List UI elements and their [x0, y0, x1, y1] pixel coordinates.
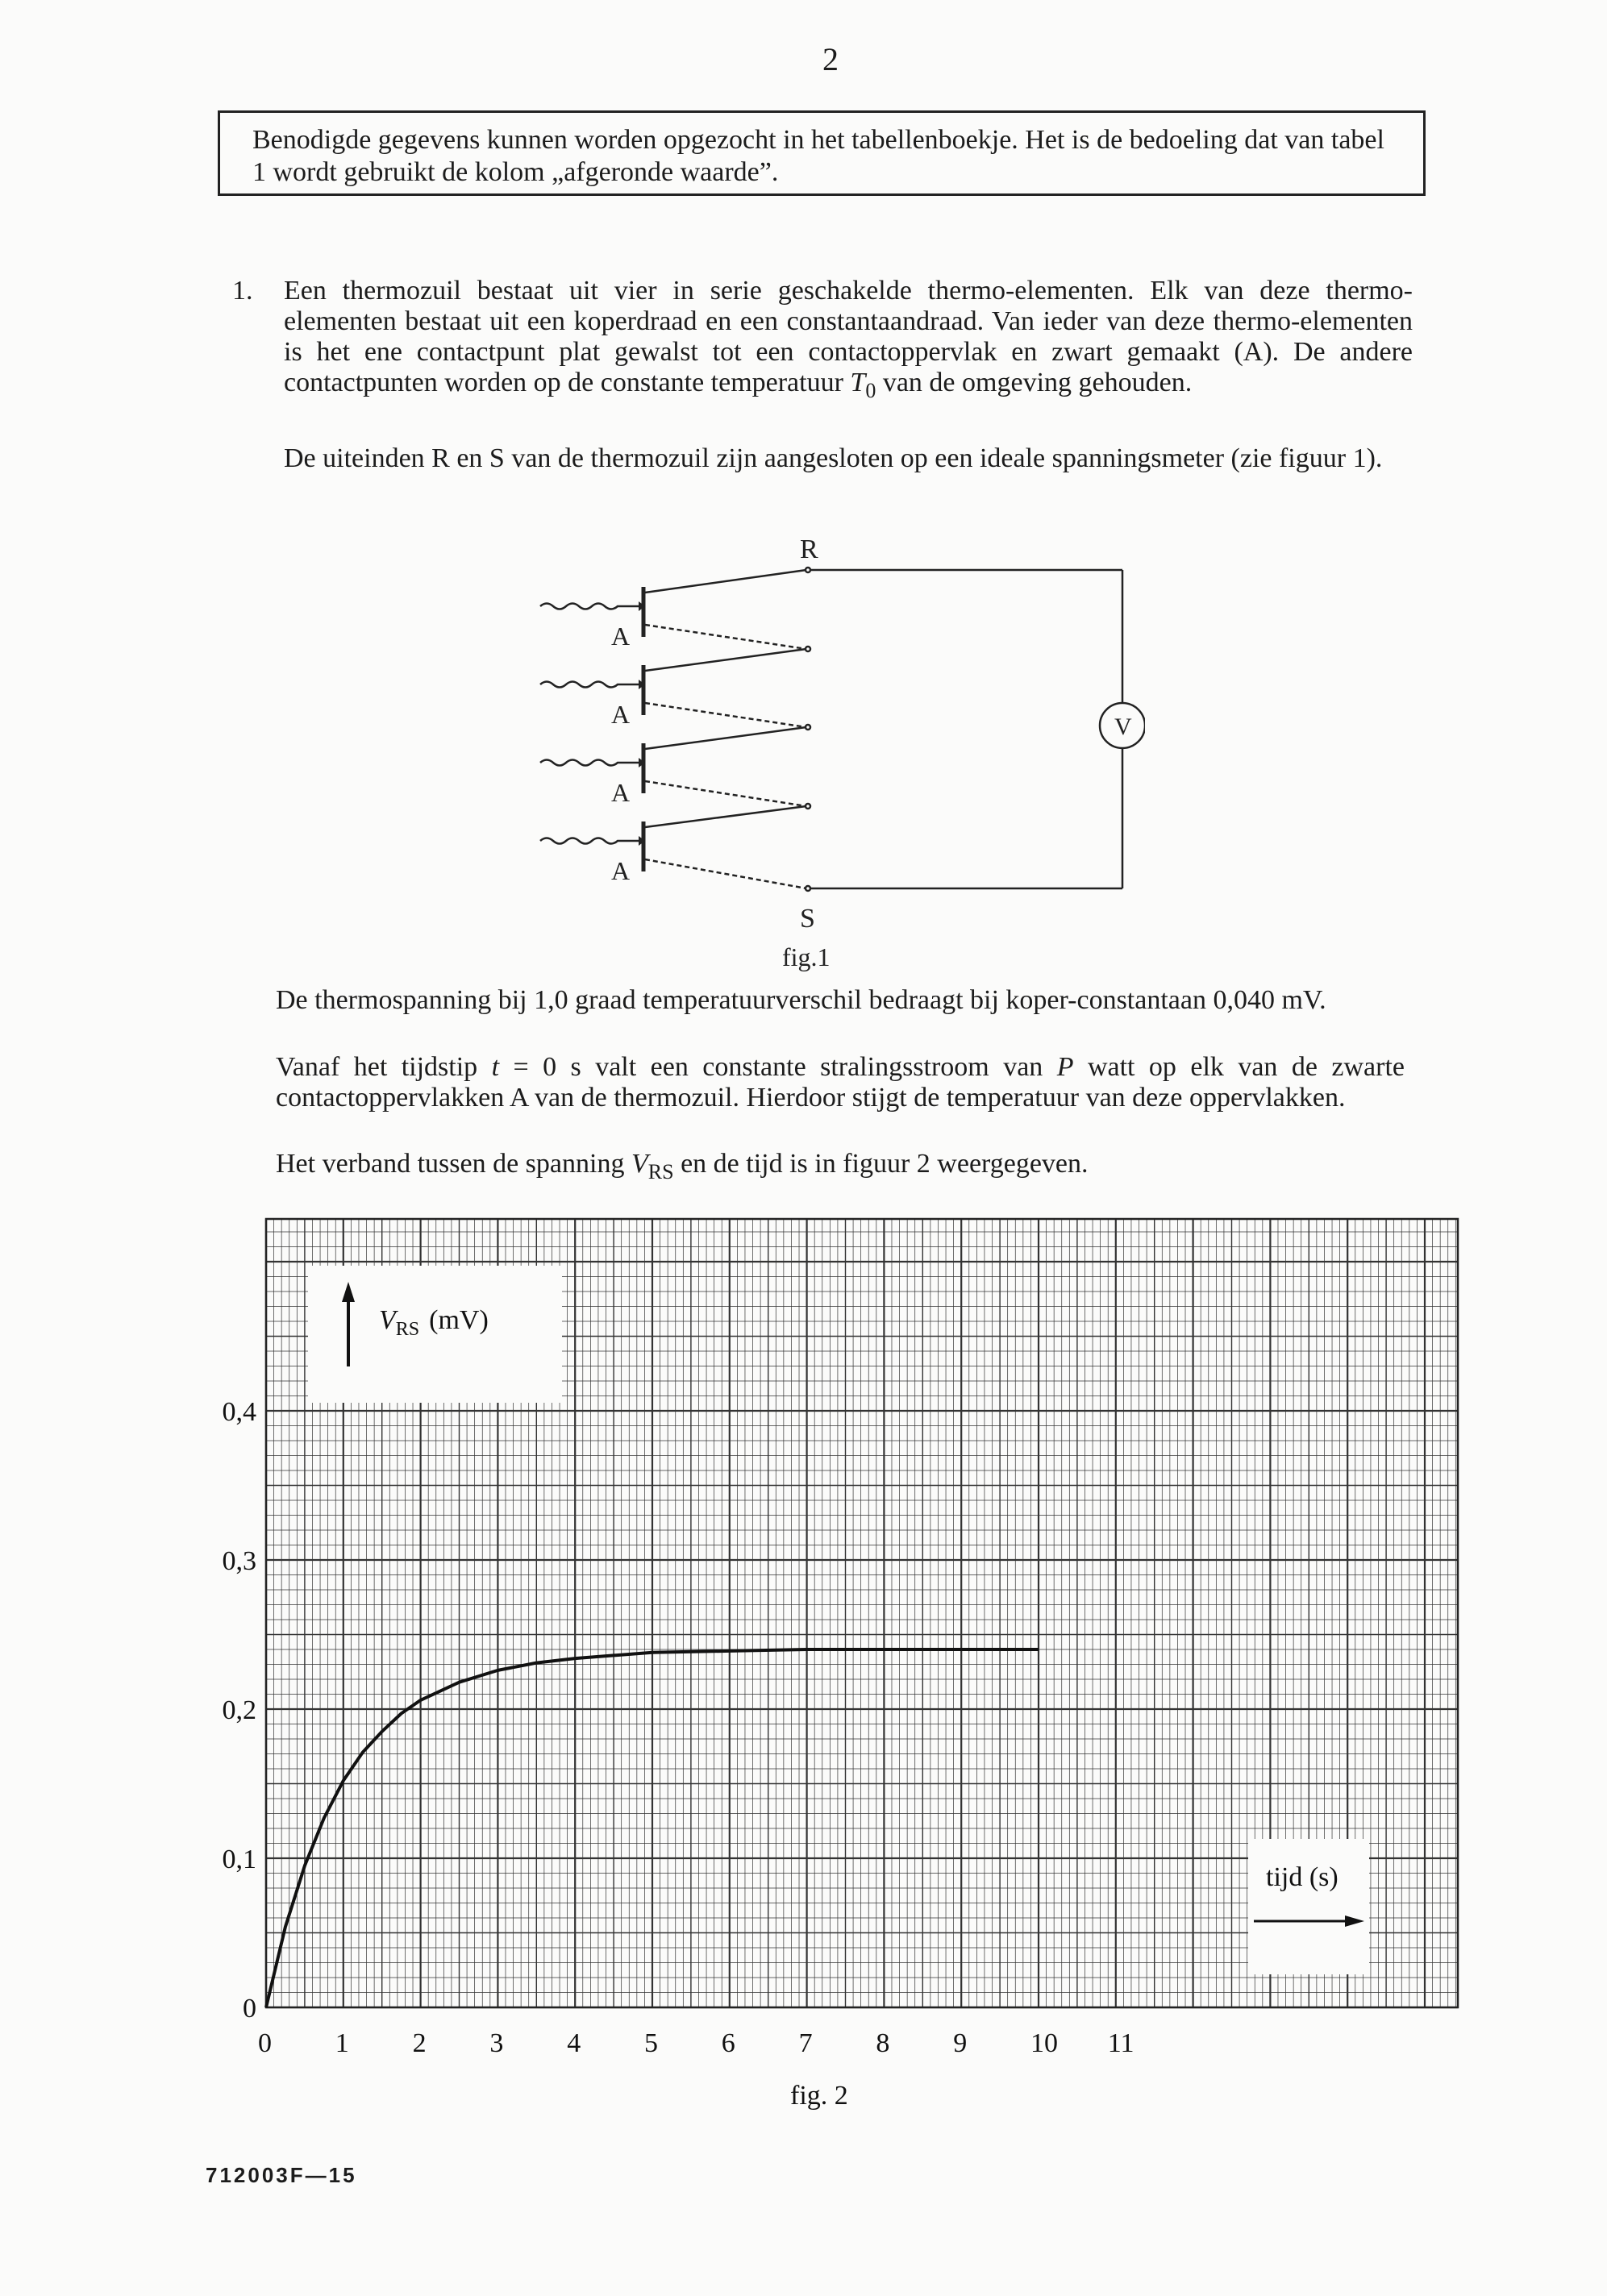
x-tick-label: 0	[258, 2028, 272, 2058]
x-tick-label: 1	[335, 2028, 349, 2058]
paragraph-1-text: Een thermozuil bestaat uit vier in serie geschakelde thermo-elementen. Elk van deze thermo-elementen bestaat uit een koperdraad en een constantaandraad. Van ieder van deze thermo-elementen is het ene contactpunt plat gewalst tot een contactoppervlak en zwart gemaakt (A). De andere contactpunten worden op de constante temperatuur	[284, 276, 1413, 397]
paragraph-5-a: Het verband tussen de spanning	[276, 1149, 625, 1179]
page-number: 2	[822, 41, 839, 77]
y-tick-label: 0,3	[222, 1546, 256, 1576]
x-tick-label: 3	[489, 2028, 504, 2058]
question-paragraph-4	[276, 1052, 1405, 1113]
paragraph-4-c: watt op elk van de zwarte contactoppervlakken A van de thermozuil. Hierdoor stijgt de temperatuur van deze oppervlakken.	[276, 1052, 1405, 1113]
y-tick-label: 0,4	[222, 1397, 256, 1427]
y-tick-label: 0,2	[222, 1695, 256, 1725]
figure-1-circuit	[516, 524, 1145, 975]
power-symbol: P	[1056, 1052, 1074, 1082]
y-label-subscript: RS	[395, 1319, 420, 1340]
x-tick-label: 5	[644, 2028, 658, 2058]
question-paragraph-5	[276, 1149, 1405, 1181]
y-tick-label: 0	[243, 1994, 256, 2024]
paragraph-5-b: en de tijd is in figuur 2 weergegeven.	[681, 1149, 1089, 1179]
question-number: 1.	[232, 276, 253, 306]
figure-2-caption: fig. 2	[790, 2081, 848, 2111]
paragraph-4-a: Vanaf het tijdstip	[276, 1052, 478, 1082]
time-symbol: t	[491, 1052, 500, 1082]
x-axis-label: tijd (s)	[1266, 1862, 1338, 1892]
notice-text: Benodigde gegevens kunnen worden opgezocht in het tabellenboekje. Het is de bedoeling dat van tabel 1 wordt gebruikt de kolom „afgeronde waarde”.	[252, 125, 1384, 187]
x-tick-label: 4	[567, 2028, 581, 2058]
temperature-symbol: T	[850, 368, 866, 397]
y-tick-label: 0,1	[222, 1845, 256, 1874]
notice-box	[218, 110, 1426, 196]
x-tick-label: 6	[721, 2028, 735, 2058]
figure-2-chart	[0, 1201, 1607, 2128]
x-tick-label: 11	[1107, 2028, 1134, 2058]
label-a-1: A	[611, 622, 631, 651]
x-tick-label: 7	[798, 2028, 813, 2058]
label-r: R	[800, 534, 818, 564]
paragraph-1-end: van de omgeving gehouden.	[882, 368, 1193, 397]
svg-text:VRS(mV)	[379, 1305, 489, 1340]
y-label-symbol: V	[379, 1305, 396, 1335]
temperature-subscript: 0	[865, 379, 876, 402]
x-tick-label: 2	[412, 2028, 427, 2058]
x-tick-label: 10	[1030, 2028, 1058, 2058]
figure-1-caption: fig.1	[782, 942, 831, 971]
voltage-symbol: V	[631, 1149, 648, 1179]
voltmeter-symbol: V	[1114, 713, 1132, 740]
x-tick-label: 8	[876, 2028, 890, 2058]
label-s: S	[800, 904, 815, 934]
voltage-subscript: RS	[647, 1160, 674, 1183]
label-a-4: A	[611, 856, 631, 885]
x-tick-label: 9	[953, 2028, 968, 2058]
paragraph-4-b: = 0 s valt een constante stralingsstroom van	[513, 1052, 1043, 1082]
question-paragraph-2: De uiteinden R en S van de thermozuil zijn aangesloten op een ideale spanningsmeter (zie figuur 1).	[284, 443, 1383, 473]
question-paragraph-1	[284, 276, 1413, 400]
label-a-2: A	[611, 700, 631, 729]
question-paragraph-3: De thermospanning bij 1,0 graad temperatuurverschil bedraagt bij koper-constantaan 0,040 mV.	[276, 985, 1326, 1015]
label-a-3: A	[611, 778, 631, 807]
x-label-box	[1248, 1839, 1369, 1974]
footer-code: 712003F—15	[206, 2163, 357, 2187]
y-label-unit: (mV)	[429, 1305, 489, 1335]
